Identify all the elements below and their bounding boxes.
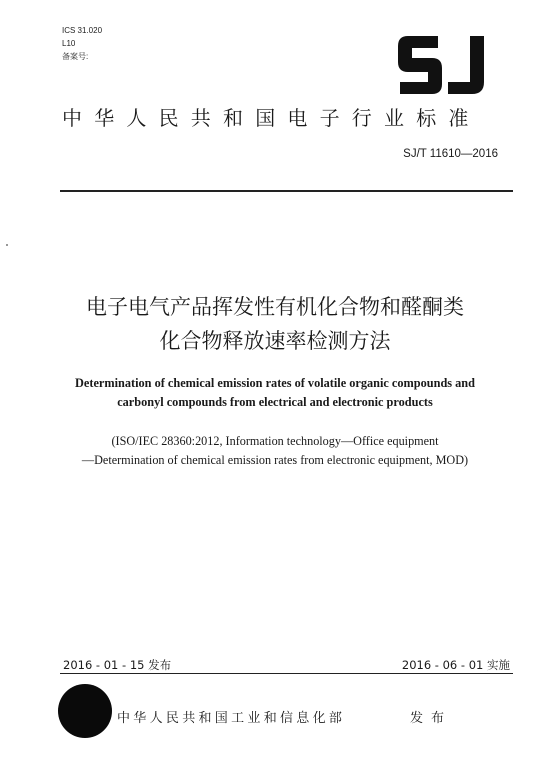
chinese-title-line-1: 电子电气产品挥发性有机化合物和醛酮类 xyxy=(86,295,464,319)
chinese-title-line-2: 化合物释放速率检测方法 xyxy=(159,329,391,353)
publish-label: 发布 xyxy=(410,711,453,726)
implementation-date: 2016 - 06 - 01 实施 xyxy=(401,658,510,672)
sj-logo-letter-s xyxy=(398,36,442,94)
document-metadata xyxy=(62,24,102,63)
adoption-note-line-2: —Determination of chemical emission rates from electronic equipment, MOD) xyxy=(81,453,469,467)
chinese-title xyxy=(20,290,530,358)
standard-number: SJ/T 11610—2016 xyxy=(403,148,498,160)
issue-date: 2016 - 01 - 15 发布 xyxy=(63,658,172,672)
adoption-note-line-1: (ISO/IEC 28360:2012, Information technology—Office equipment xyxy=(111,434,439,448)
sj-logo-letter-j xyxy=(448,36,484,94)
margin-mark xyxy=(6,244,8,246)
footer-rule xyxy=(60,673,513,674)
ics-code: ICS 31.020 xyxy=(62,26,103,35)
english-title-line-1: Determination of chemical emission rates of volatile organic compounds and xyxy=(75,376,475,390)
publisher-name: 中华人民共和国工业和信息化部 xyxy=(117,711,346,726)
english-title xyxy=(20,374,530,412)
header-rule xyxy=(60,190,513,192)
adoption-note xyxy=(20,432,530,470)
classification-code: L10 xyxy=(62,39,76,48)
redaction-seal-icon xyxy=(58,684,112,738)
standard-category: 中华人民共和国电子行业标准 xyxy=(62,106,481,130)
sj-logo xyxy=(398,36,490,94)
english-title-line-2: carbonyl compounds from electrical and electronic products xyxy=(117,395,433,409)
filing-number-label: 备案号: xyxy=(62,52,89,61)
